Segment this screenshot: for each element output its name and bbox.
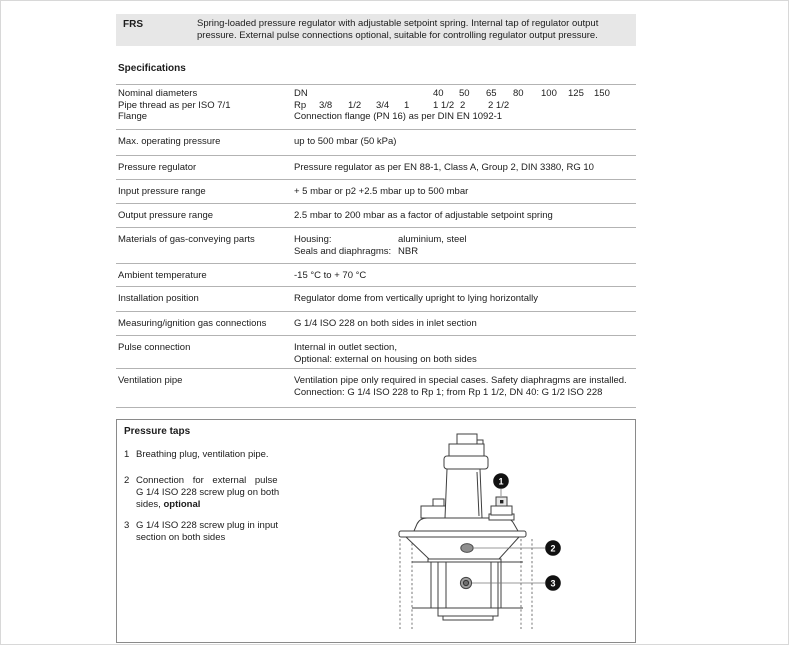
tap-item-number: 2 — [124, 475, 130, 486]
regulator-drawing — [396, 427, 576, 633]
product-description-line2: pressure. External pulse connections optional, suitable for controlling regulator output pressure. — [197, 30, 598, 42]
vent-plug-base — [491, 506, 512, 515]
spec-row-installation-position: Installation position Regulator dome from vertically upright to lying horizontally — [116, 287, 636, 312]
pressure-taps-title: Pressure taps — [124, 426, 191, 437]
pulse-port-oval — [461, 544, 473, 553]
setpoint-cap-tab — [477, 440, 483, 444]
spec-row-measuring-ignition-gas: Measuring/ignition gas connections G 1/4 ISO 228 on both sides in inlet section — [116, 312, 636, 336]
tap-item-1: 1 Breathing plug, ventilation pipe. — [124, 449, 269, 460]
body-base-step2 — [443, 616, 493, 620]
spec-row-ambient-temperature: Ambient temperature -15 °C to + 70 °C — [116, 264, 636, 287]
dome-left-step — [421, 506, 447, 518]
product-code: FRS — [123, 19, 143, 30]
tap-item-2: 2 Connection for external pulse G 1/4 ISO 228 screw plug on both sides, optional — [124, 475, 280, 510]
dome-left-block — [433, 499, 444, 506]
setpoint-cap-knob — [457, 434, 477, 444]
spec-table — [116, 84, 636, 408]
product-header — [116, 14, 636, 46]
section-title: Specifications — [118, 63, 186, 74]
product-description-line1: Spring-loaded pressure regulator with adjustable setpoint spring. Internal tap of regulator output — [197, 18, 599, 29]
callout-1-number: 1 — [498, 476, 504, 487]
pressure-taps-box — [116, 419, 636, 643]
tap-item-number: 1 — [124, 449, 130, 460]
product-description — [197, 18, 629, 43]
spec-row-nominal-diameters — [116, 85, 636, 130]
tower-collar — [444, 456, 488, 469]
spec-row-pressure-regulator: Pressure regulator Pressure regulator as per EN 88-1, Class A, Group 2, DIN 3380, RG 10 — [116, 156, 636, 180]
spec-row-materials: Materials of gas-conveying parts Housing: aluminium, steel Seals and diaphragms: NBR — [116, 228, 636, 264]
dn-label: DN — [294, 88, 308, 99]
callout-3-number: 3 — [550, 578, 556, 589]
vent-plug-bolt — [500, 500, 503, 503]
tap-item-number: 3 — [124, 520, 130, 531]
callout-2-number: 2 — [550, 543, 556, 554]
flange-value: Connection flange (PN 16) as per DIN EN 1092-1 — [294, 111, 503, 122]
spec-row-max-operating-pressure: Max. operating pressure up to 500 mbar (50 kPa) — [116, 130, 636, 156]
rp-label: Rp — [294, 99, 307, 111]
spec-label: Nominal diameters Pipe thread as per ISO 7/1 Flange — [118, 88, 231, 122]
setpoint-cap-block — [449, 444, 484, 456]
body-base-step1 — [438, 608, 498, 616]
spec-row-ventilation-pipe: Ventilation pipe Ventilation pipe only required in special cases. Safety diaphragms are installed. Connection: G 1/4 ISO 228 to Rp 1; from Rp 1 1/2, DN 40: G 1/2 ISO 228 — [116, 369, 636, 408]
spec-row-output-pressure-range: Output pressure range 2.5 mbar to 200 mbar as a factor of adjustable setpoint spring — [116, 204, 636, 228]
diaphragm-flange-rim — [399, 531, 526, 537]
dn-size-line: DN 40 50 65 80 100 125 150 — [294, 88, 610, 99]
spring-tower — [445, 469, 482, 518]
rp-size-line: Rp 3/8 1/2 3/4 1 1 1/2 2 2 1/2 — [294, 99, 510, 111]
tap-item-3: 3 G 1/4 ISO 228 screw plug in input section on both sides — [124, 520, 279, 543]
spec-row-input-pressure-range: Input pressure range + 5 mbar or p2 +2.5 mbar up to 500 mbar — [116, 180, 636, 204]
spec-value-nominal — [294, 88, 636, 129]
screw-plug-inner — [463, 580, 468, 585]
spec-row-pulse-connection: Pulse connection Internal in outlet section, Optional: external on housing on both sides — [116, 336, 636, 369]
